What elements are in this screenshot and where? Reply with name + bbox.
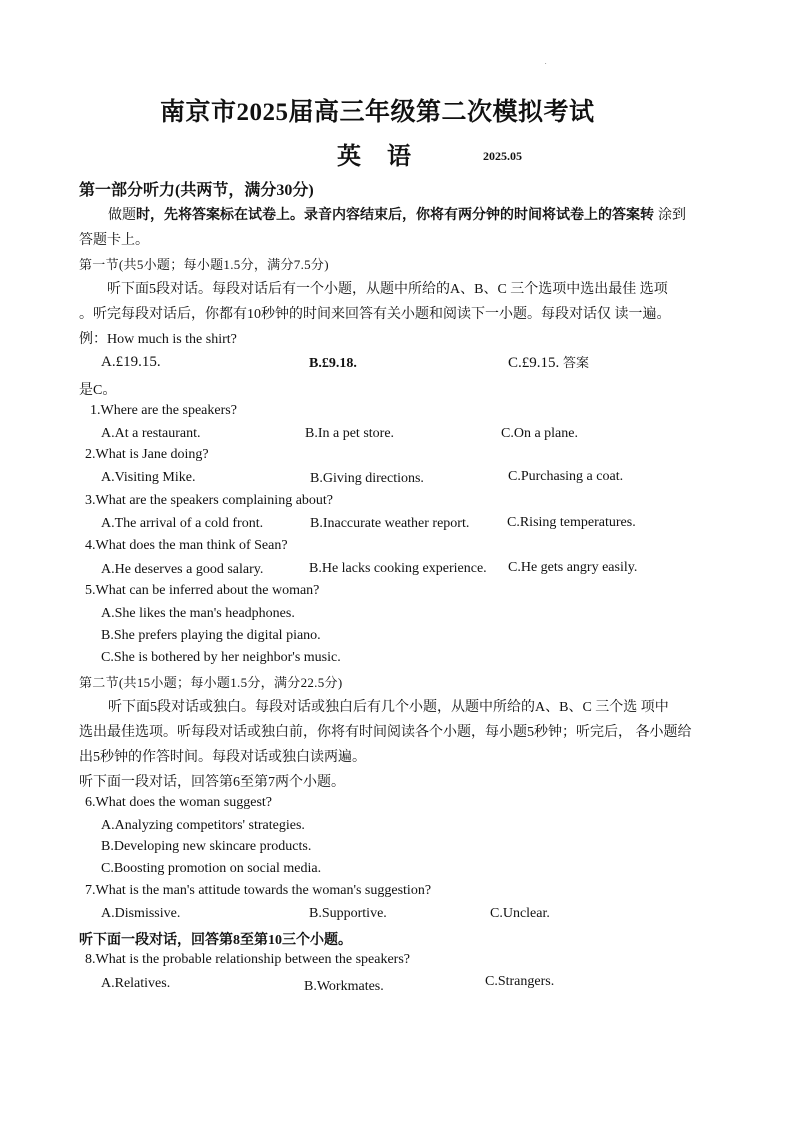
section2-instr-1: 听下面5段对话或独白。每段对话或独白后有几个小题，从题中所给的A、B、C 三个选 项中	[108, 700, 669, 715]
q8-option-a: A.Relatives.	[101, 976, 171, 991]
q7-option-a: A.Dismissive.	[101, 906, 181, 921]
q7-option-c: C.Unclear.	[490, 906, 550, 921]
section1-instr-1: 听下面5段对话。每段对话后有一个小题，从题中所给的A、B、C 三个选项中选出最佳 选项	[107, 282, 668, 297]
question-6: 6.What does the woman suggest?	[85, 795, 273, 810]
section1-instr-2: 。听完每段对话后，你都有10秒钟的时间来回答有关小题和阅读下一小题。每段对话仅 读一遍。	[79, 307, 671, 322]
part1-heading: 第一部分听力(共两节，满分30分)	[79, 182, 314, 199]
example-c-text: C.£9.15.	[508, 355, 560, 371]
q4-option-a: A.He deserves a good salary.	[101, 562, 264, 577]
example-option-c	[508, 352, 589, 372]
section2-instr-3: 出5秒钟的作答时间。每段对话或独白读两遍。	[79, 750, 366, 765]
section2-heading: 第二节(共15小题；每小题1.5分，满分22.5分)	[79, 675, 343, 690]
instr-c: 涂到	[658, 208, 686, 223]
subject-title: 英 语	[337, 144, 421, 170]
q3-option-a: A.The arrival of a cold front.	[101, 516, 264, 531]
corner-dot: .	[545, 60, 547, 66]
q2-option-a: A.Visiting Mike.	[101, 470, 196, 485]
answer-line: 是C。	[79, 383, 117, 398]
group-instruction-8-10: 听下面一段对话，回答第8至第10三个小题。	[79, 933, 352, 948]
instr-d: 答题卡上。	[79, 233, 149, 248]
question-7: 7.What is the man's attitude towards the woman's suggestion?	[85, 883, 432, 898]
q6-option-c: C.Boosting promotion on social media.	[101, 861, 322, 876]
q8-option-c: C.Strangers.	[485, 974, 555, 989]
section2-instr-2: 选出最佳选项。听每段对话或独白前，你将有时间阅读各个小题，每小题5秒钟；听完后， 各小题给	[79, 725, 692, 740]
section1-heading: 第一节(共5小题；每小题1.5分，满分7.5分)	[79, 257, 329, 272]
q2-option-c: C.Purchasing a coat.	[508, 469, 624, 484]
example-question: 例：How much is the shirt?	[79, 332, 237, 347]
q1-option-c: C.On a plane.	[501, 426, 578, 441]
group-instruction-6-7: 听下面一段对话，回答第6至第7两个小题。	[79, 775, 345, 790]
instr-a: 做题	[108, 208, 136, 223]
q5-option-a: A.She likes the man's headphones.	[101, 606, 295, 621]
q4-option-c: C.He gets angry easily.	[508, 560, 638, 575]
q3-option-b: B.Inaccurate weather report.	[310, 516, 470, 531]
q4-option-b: B.He lacks cooking experience.	[309, 561, 487, 576]
example-option-a: A.£19.15.	[101, 354, 161, 370]
answer-word: 答案	[563, 355, 590, 370]
question-1: 1.Where are the speakers?	[90, 403, 237, 418]
question-5: 5.What can be inferred about the woman?	[85, 583, 320, 598]
part1-instructions	[108, 204, 686, 224]
exam-date: 2025.05	[483, 149, 522, 163]
q6-option-a: A.Analyzing competitors' strategies.	[101, 818, 305, 833]
q8-option-b: B.Workmates.	[304, 979, 384, 994]
q3-option-c: C.Rising temperatures.	[507, 515, 636, 530]
exam-title: 南京市2025届高三年级第二次模拟考试	[160, 99, 595, 126]
q2-option-b: B.Giving directions.	[310, 471, 424, 486]
question-4: 4.What does the man think of Sean?	[85, 538, 288, 553]
q6-option-b: B.Developing new skincare products.	[101, 839, 312, 854]
instr-b: 时，先将答案标在试卷上。录音内容结束后，你将有两分钟的时间将试卷上的答案转	[136, 208, 654, 223]
question-2: 2.What is Jane doing?	[85, 447, 209, 462]
question-8: 8.What is the probable relationship between the speakers?	[85, 952, 410, 967]
example-option-b: B.£9.18.	[309, 356, 357, 371]
q1-option-a: A.At a restaurant.	[101, 426, 201, 441]
q7-option-b: B.Supportive.	[309, 906, 387, 921]
q5-option-c: C.She is bothered by her neighbor's music.	[101, 650, 341, 665]
q1-option-b: B.In a pet store.	[305, 426, 395, 441]
q5-option-b: B.She prefers playing the digital piano.	[101, 628, 321, 643]
question-3: 3.What are the speakers complaining about?	[85, 493, 334, 508]
